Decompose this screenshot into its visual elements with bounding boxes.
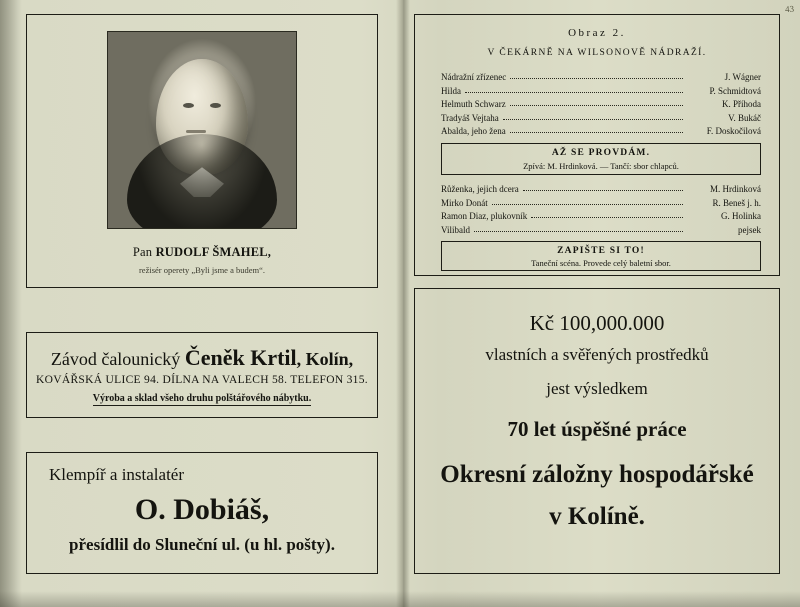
portrait-photo (108, 32, 296, 228)
portrait-eye-left (183, 103, 194, 108)
page-number: 43 (784, 3, 795, 15)
cast-leader-dots (510, 122, 683, 133)
portrait-caption-role: režisér operety „Byli jsme a budem“. (138, 265, 266, 275)
cast-role: Vilibald (441, 224, 470, 235)
portrait-head (156, 59, 248, 175)
cast-actor: V. Bukáč (728, 112, 761, 123)
song-2-panel (441, 241, 761, 271)
cast-role: Hilda (441, 85, 461, 96)
ad-upholstery-tagline (27, 393, 377, 404)
cast-actor: P. Schmidtová (709, 85, 761, 96)
song-2-subtitle: Taneční scéna. Provede celý baletní sbor. (531, 258, 671, 268)
song-1-title: AŽ SE PROVDÁM. (551, 148, 651, 158)
ad-bank-line2: vlastních a svěřených prostředků (485, 345, 709, 364)
ad-upholstery-address: KOVÁŘSKÁ ULICE 94. DÍLNA NA VALECH 58. TELEFON 315. (36, 374, 368, 386)
portrait-caption-person: RUDOLF ŠMAHEL, (155, 245, 272, 259)
bottom-edge-shadow (0, 591, 800, 607)
cast-leader-dots (510, 95, 683, 106)
cast-leader-dots (474, 221, 683, 232)
ad-plumber-line1: Klempíř a instalatér (49, 465, 185, 484)
cast-leader-dots (531, 207, 683, 218)
cast-row (441, 224, 761, 238)
cast-leader-dots (503, 109, 683, 120)
ad-upholstery-line1-a: Závod čalounický (50, 349, 185, 369)
portrait-mouth (186, 130, 206, 133)
ad-upholstery-panel (26, 332, 378, 418)
portrait-caption-name (27, 245, 377, 260)
cast-leader-dots (492, 194, 683, 205)
portrait-caption-prefix: Pan (132, 245, 156, 259)
song-2-title: ZAPIŠTE SI TO! (557, 246, 645, 256)
cast-actor: G. Holinka (721, 211, 761, 222)
binding-gutter (396, 0, 410, 607)
cast-role: Nádražní zřízenec (441, 72, 507, 82)
ad-bank-city: v Kolíně. (549, 503, 645, 530)
cast-leader-dots (465, 82, 683, 93)
cast-list-part1 (441, 71, 761, 139)
cast-scene-title: Obraz 2. (568, 27, 626, 39)
ad-bank-years: 70 let úspěšné práce (507, 417, 687, 441)
cast-row (441, 125, 761, 139)
cast-scene-subtitle: V ČEKÁRNĚ NA WILSONOVĚ NÁDRAŽÍ. (487, 48, 707, 58)
portrait-collar (180, 167, 224, 197)
cast-actor: R. Beneš j. h. (712, 197, 761, 208)
ad-upholstery-tagline-text: Výroba a sklad všeho druhu polštářového nábytku. (92, 393, 312, 404)
cast-actor: J. Wágner (724, 72, 761, 82)
portrait-panel (26, 14, 378, 288)
portrait-eye-right (210, 103, 221, 108)
left-edge-shadow (0, 0, 22, 607)
cast-actor: pejsek (738, 224, 761, 235)
ad-bank-panel (414, 288, 780, 574)
ad-bank-name: Okresní záložny hospodářské (440, 461, 754, 488)
ad-bank-line3: jest výsledkem (546, 379, 648, 398)
ad-plumber-address: přesídlil do Sluneční ul. (u hl. pošty). (69, 535, 335, 554)
cast-actor: M. Hrdinková (710, 184, 761, 194)
cast-actor: K. Příhoda (722, 99, 761, 110)
ad-upholstery-line1 (27, 345, 377, 371)
song-1-subtitle: Zpívá: M. Hrdinková. — Tančí: sbor chlapců. (523, 161, 679, 171)
cast-list-part2 (441, 183, 761, 237)
cast-actor: F. Doskočilová (706, 126, 761, 137)
cast-leader-dots (523, 180, 683, 191)
portrait-photo-frame (107, 31, 297, 229)
cast-role: Helmuth Schwarz (441, 99, 506, 110)
song-1-panel (441, 143, 761, 175)
ad-bank-amount: Kč 100,000.000 (529, 311, 665, 335)
ad-plumber-name: O. Dobiáš, (134, 493, 270, 526)
ad-plumber-panel (26, 452, 378, 574)
cast-role: Tradyáš Vejtaha (441, 112, 499, 123)
cast-panel (414, 14, 780, 276)
ad-upholstery-company: Čeněk Krtil (184, 345, 297, 370)
cast-role: Ramon Diaz, plukovník (441, 211, 528, 222)
cast-leader-dots (510, 68, 683, 79)
cast-role: Abalda, jeho žena (441, 126, 506, 137)
ad-upholstery-city: , Kolín, (296, 349, 354, 369)
cast-role: Růženka, jejich dcera (441, 184, 519, 194)
cast-role: Mirko Donát (441, 197, 488, 208)
